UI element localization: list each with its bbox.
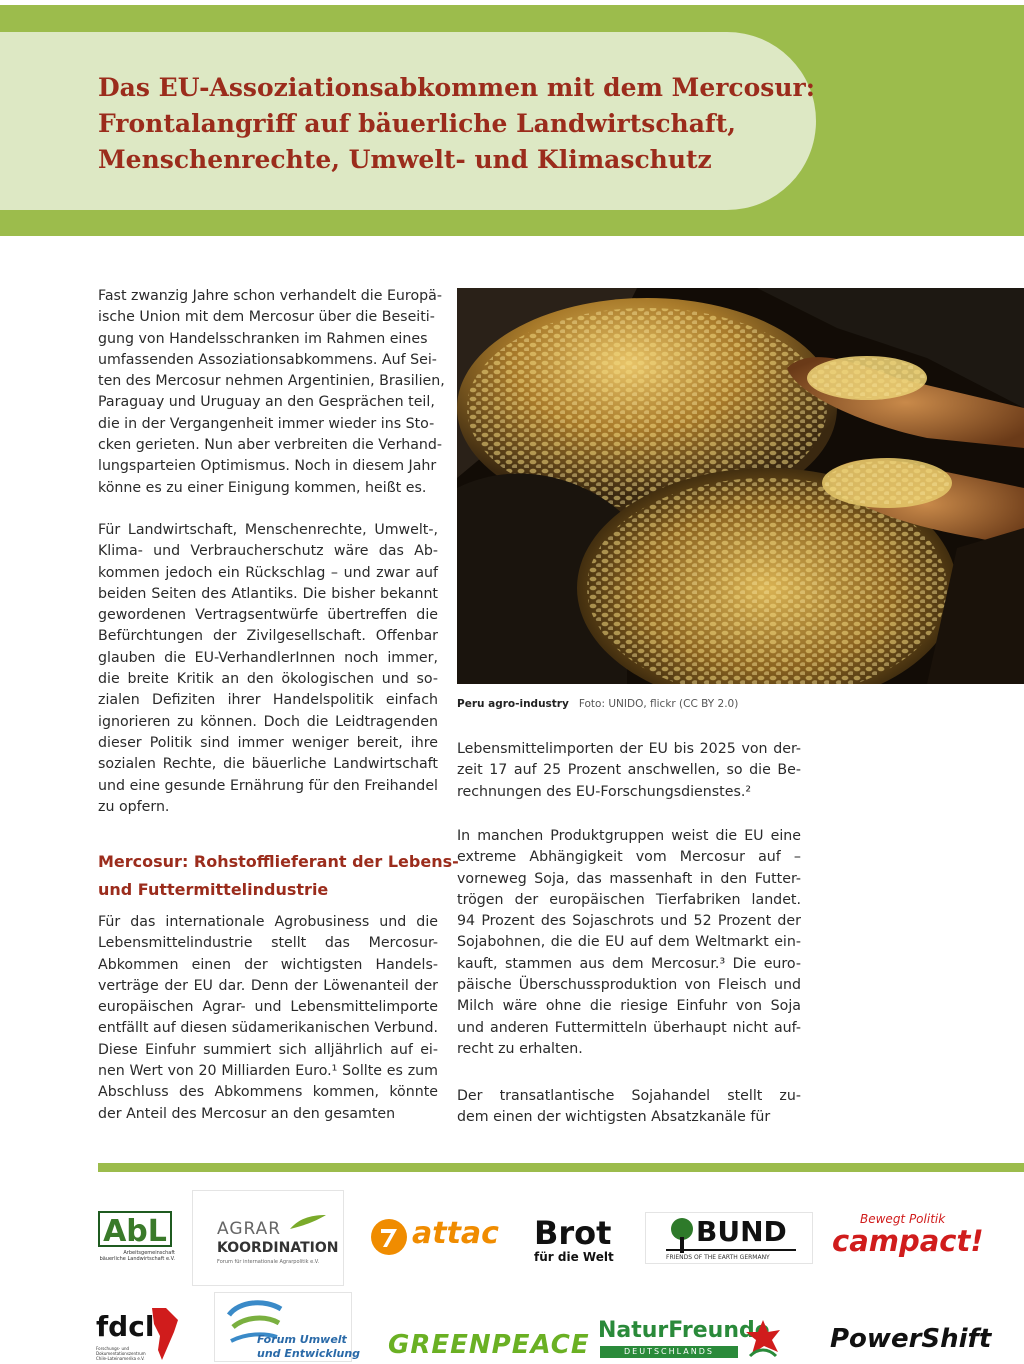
paragraph-intro bbox=[98, 286, 445, 499]
text-line: ignorieren zu können. Doch die Leidtragenden bbox=[98, 713, 438, 730]
text-line: könne es zu einer Einigung kommen, heißt es. bbox=[98, 479, 427, 496]
naturfreunde-rose-icon bbox=[744, 1318, 782, 1362]
caption-credit: Foto: UNIDO, flickr (CC BY 2.0) bbox=[578, 698, 739, 710]
text-line: nen Wert von 20 Milliarden Euro.¹ Sollte es zum bbox=[98, 1063, 438, 1080]
latin-america-map-icon bbox=[150, 1306, 180, 1362]
text-line: kommen jedoch ein Rückschlag – und zwar auf bbox=[98, 564, 438, 581]
text-line: ische Union mit dem Mercosur über die Beseiti- bbox=[98, 309, 435, 326]
text-line: vorneweg Soja, das massenhaft in den Futter- bbox=[457, 870, 801, 887]
logo-fdcl bbox=[96, 1306, 182, 1362]
leaf-icon bbox=[288, 1213, 328, 1231]
powershift-wordmark: PowerShift bbox=[830, 1324, 992, 1354]
text-line: Lebensmittelindustrie stellt das Mercosur- bbox=[98, 935, 438, 952]
text-line: gewordenen Vertragsentwürfe übertreffen die bbox=[98, 607, 438, 624]
logo-agrar-koordination bbox=[192, 1190, 344, 1286]
text-line: der Anteil des Mercosur an den gesamten bbox=[98, 1105, 396, 1122]
text-line: zu opfern. bbox=[98, 798, 170, 815]
photo-caption bbox=[457, 698, 738, 710]
text-line: Befürchtungen der Zivilgesellschaft. Offenbar bbox=[98, 628, 438, 645]
text-line: extreme Abhängigkeit vom Mercosur auf – bbox=[457, 849, 801, 866]
title-line: Frontalangriff auf bäuerliche Landwirtschaft, bbox=[98, 109, 736, 138]
text-line: Klima- und Verbraucherschutz wäre das Ab- bbox=[98, 543, 438, 560]
logo-campact bbox=[832, 1210, 982, 1264]
title-line: Das EU-Assoziationsabkommen mit dem Mercosur: bbox=[98, 73, 815, 102]
text-line: kauft, stammen aus dem Mercosur.³ Die euro- bbox=[457, 955, 801, 972]
section-heading-line: und Futtermittelindustrie bbox=[98, 880, 329, 899]
agrar-line1: AGRAR bbox=[217, 1219, 282, 1239]
text-line: Sojabohnen, die die EU auf dem Weltmarkt ein- bbox=[457, 934, 801, 951]
text-line: Abkommen einen der wichtigsten Handels- bbox=[98, 956, 438, 973]
abl-subtitle: Arbeitsgemeinschaft bäuerliche Landwirtschaft e.V. bbox=[99, 1250, 175, 1262]
text-line: Für das internationale Agrobusiness und die bbox=[98, 914, 438, 930]
text-line: lungsparteien Optimismus. Noch in diesem Jahr bbox=[98, 458, 437, 475]
text-line: zialen Defiziten ihrer Handelspolitik einfach bbox=[98, 692, 438, 709]
fdcl-wordmark: fdcl bbox=[96, 1310, 155, 1343]
text-line: zeit 17 auf 25 Prozent anschwellen, so die Be- bbox=[457, 762, 801, 779]
text-line: und eine gesunde Ernährung für den Freihandel bbox=[98, 777, 438, 794]
forum-line1: Forum Umwelt bbox=[257, 1333, 347, 1346]
photo-illustration bbox=[457, 288, 1024, 684]
logo-abl bbox=[97, 1208, 175, 1268]
paragraph-impact bbox=[98, 520, 438, 818]
bund-wordmark: BUND bbox=[696, 1215, 787, 1248]
text-line: Der transatlantische Sojahandel stellt zu- bbox=[457, 1088, 801, 1104]
text-line: Lebensmittelimporten der EU bis 2025 von der- bbox=[457, 741, 801, 757]
section-heading bbox=[98, 848, 459, 904]
section-heading-line: Mercosur: Rohstofflieferant der Lebens- bbox=[98, 852, 459, 871]
attac-wordmark: attac bbox=[412, 1216, 499, 1251]
caption-title: Peru agro-industry bbox=[457, 698, 569, 710]
brot-subline: für die Welt bbox=[534, 1250, 614, 1264]
logo-powershift bbox=[830, 1324, 992, 1360]
forum-line2: und Entwicklung bbox=[257, 1347, 361, 1360]
paragraph-soy-trade bbox=[457, 1086, 801, 1129]
text-line: dem einen der wichtigsten Absatzkanäle für bbox=[457, 1109, 771, 1126]
text-line: Abschluss des Abkommens kommen, könnte bbox=[98, 1084, 438, 1101]
text-line: ten des Mercosur nehmen Argentinien, Brasilien, bbox=[98, 373, 445, 390]
text-line: sozialen Rechte, die bäuerliche Landwirtschaft bbox=[98, 756, 438, 773]
paragraph-soy-dependency bbox=[457, 826, 801, 1060]
fdcl-subline: Forschungs- und Dokumentationszentrum Chile-Lateinamerika e.V. bbox=[96, 1346, 146, 1361]
campact-wordmark: campact! bbox=[832, 1224, 984, 1258]
text-line: gung von Handelsschranken im Rahmen eines bbox=[98, 330, 428, 347]
logo-bund bbox=[645, 1212, 813, 1264]
naturfreunde-wordmark: NaturFreunde bbox=[598, 1318, 770, 1343]
text-line: beiden Seiten des Atlantiks. Die bisher bekannt bbox=[98, 585, 438, 602]
text-line: Diese Einfuhr summiert sich alljährlich auf ei- bbox=[98, 1041, 438, 1058]
attac-circle-icon bbox=[370, 1218, 408, 1256]
text-line: und anderen Futtermitteln überhaupt nicht auf- bbox=[457, 1019, 801, 1036]
title-line: Menschenrechte, Umwelt- und Klimaschutz bbox=[98, 145, 712, 174]
bund-underline bbox=[666, 1249, 796, 1251]
text-line: Milch wäre ohne die riesige Einfuhr von Soja bbox=[457, 998, 801, 1015]
logo-naturfreunde bbox=[598, 1318, 784, 1364]
logo-attac bbox=[370, 1216, 499, 1258]
text-line: trögen der europäischen Tierfabriken landet. bbox=[457, 891, 801, 908]
campact-tagline: Bewegt Politik bbox=[860, 1212, 946, 1226]
svg-text:AbL: AbL bbox=[103, 1214, 167, 1249]
text-line: verträge der EU dar. Denn der Löwenanteil der bbox=[98, 977, 438, 994]
page-title bbox=[98, 70, 815, 178]
text-line: die breite Kritik an den ökologischen und so- bbox=[98, 671, 438, 688]
text-line: dieser Politik sind immer weniger bereit, ihre bbox=[98, 734, 438, 751]
text-line: glauben die EU-VerhandlerInnen noch immer, bbox=[98, 649, 438, 666]
text-line: Paraguay und Uruguay an den Gesprächen teil, bbox=[98, 394, 435, 411]
brot-wordmark: Brot bbox=[534, 1214, 612, 1252]
text-line: Für Landwirtschaft, Menschenrechte, Umwelt-, bbox=[98, 522, 438, 538]
paragraph-import-forecast bbox=[457, 739, 801, 803]
text-line: entfällt auf diesen südamerikanischen Verbund. bbox=[98, 1020, 438, 1037]
text-line: recht zu erhalten. bbox=[457, 1040, 583, 1057]
text-line: cken gerieten. Nun aber verbreiten die Verhand- bbox=[98, 437, 443, 454]
bund-subline: FRIENDS OF THE EARTH GERMANY bbox=[666, 1254, 770, 1261]
logo-brot-fuer-die-welt bbox=[534, 1214, 618, 1266]
text-line: In manchen Produktgruppen weist die EU eine bbox=[457, 828, 801, 844]
logo-greenpeace bbox=[388, 1330, 590, 1364]
photo-coffee-beans bbox=[457, 288, 1024, 684]
agrar-line2: KOORDINATION bbox=[217, 1240, 339, 1256]
agrar-sub: Forum für internationale Agrarpolitik e.V. bbox=[217, 1259, 320, 1265]
text-line: rechnungen des EU-Forschungsdienstes.² bbox=[457, 783, 752, 800]
text-line: Fast zwanzig Jahre schon verhandelt die Europä- bbox=[98, 288, 442, 304]
text-line: die in der Vergangenheit immer wieder ins Sto- bbox=[98, 415, 435, 432]
text-line: 94 Prozent des Sojaschrots und 52 Prozent der bbox=[457, 913, 801, 930]
greenpeace-wordmark: GREENPEACE bbox=[388, 1330, 590, 1360]
logo-forum-umwelt bbox=[214, 1292, 361, 1362]
footer-rule bbox=[98, 1163, 1024, 1172]
text-line: umfassenden Assoziationsabkommens. Auf Sei- bbox=[98, 351, 437, 368]
paragraph-agrobusiness bbox=[98, 912, 438, 1125]
naturfreunde-subline: DEUTSCHLANDS bbox=[600, 1346, 738, 1358]
text-line: europäischen Agrar- und Lebensmittelimporte bbox=[98, 999, 438, 1016]
text-line: päische Überschussproduktion von Fleisch und bbox=[457, 977, 801, 994]
